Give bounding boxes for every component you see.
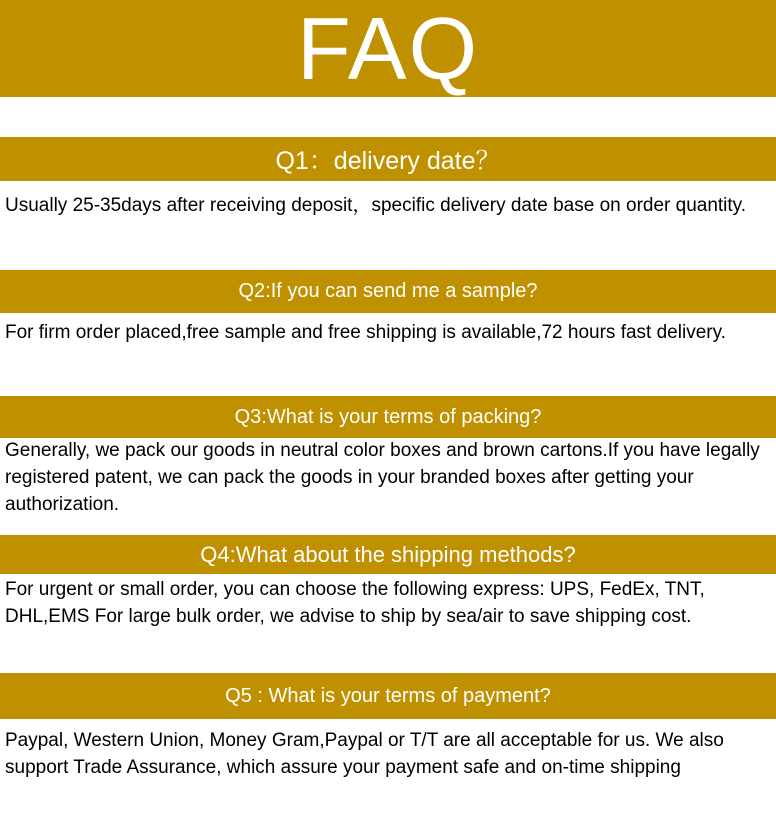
question-bar-5: [0, 673, 776, 719]
answer-5-text: Paypal, Western Union, Money Gram,Paypal or T/T are all acceptable for us. We also support Trade Assurance, which assure your payment safe and on-time shipping: [5, 730, 724, 778]
answer-3-text: Generally, we pack our goods in neutral color boxes and brown cartons.If you have legally registered patent, we can pack the goods in your branded boxes after getting your authorization.: [5, 440, 760, 515]
answer-1-text: Usually 25-35days after receiving deposit，specific delivery date base on order quantity.: [5, 195, 747, 216]
answer-2-text: For firm order placed,free sample and free shipping is available,72 hours fast delivery.: [5, 322, 726, 343]
question-3-text: Q3:What is your terms of packing?: [234, 405, 542, 428]
question-2-text: Q2:If you can send me a sample?: [238, 280, 538, 302]
answer-4-text: For urgent or small order, you can choose the following express: UPS, FedEx, TNT, DHL,EMS For large bulk order, we advise to ship by sea/air to save shipping cost.: [5, 579, 705, 627]
faq-title: FAQ: [296, 0, 480, 98]
question-bar-1: [0, 137, 776, 181]
question-4-text: Q4:What about the shipping methods?: [200, 541, 576, 567]
question-bar-3: [0, 396, 776, 438]
question-1-text: Q1：delivery date？: [275, 147, 501, 175]
faq-title-banner: [0, 0, 776, 97]
question-bar-4: [0, 535, 776, 574]
question-bar-2: [0, 270, 776, 313]
question-5-text: Q5 : What is your terms of payment?: [225, 684, 551, 707]
